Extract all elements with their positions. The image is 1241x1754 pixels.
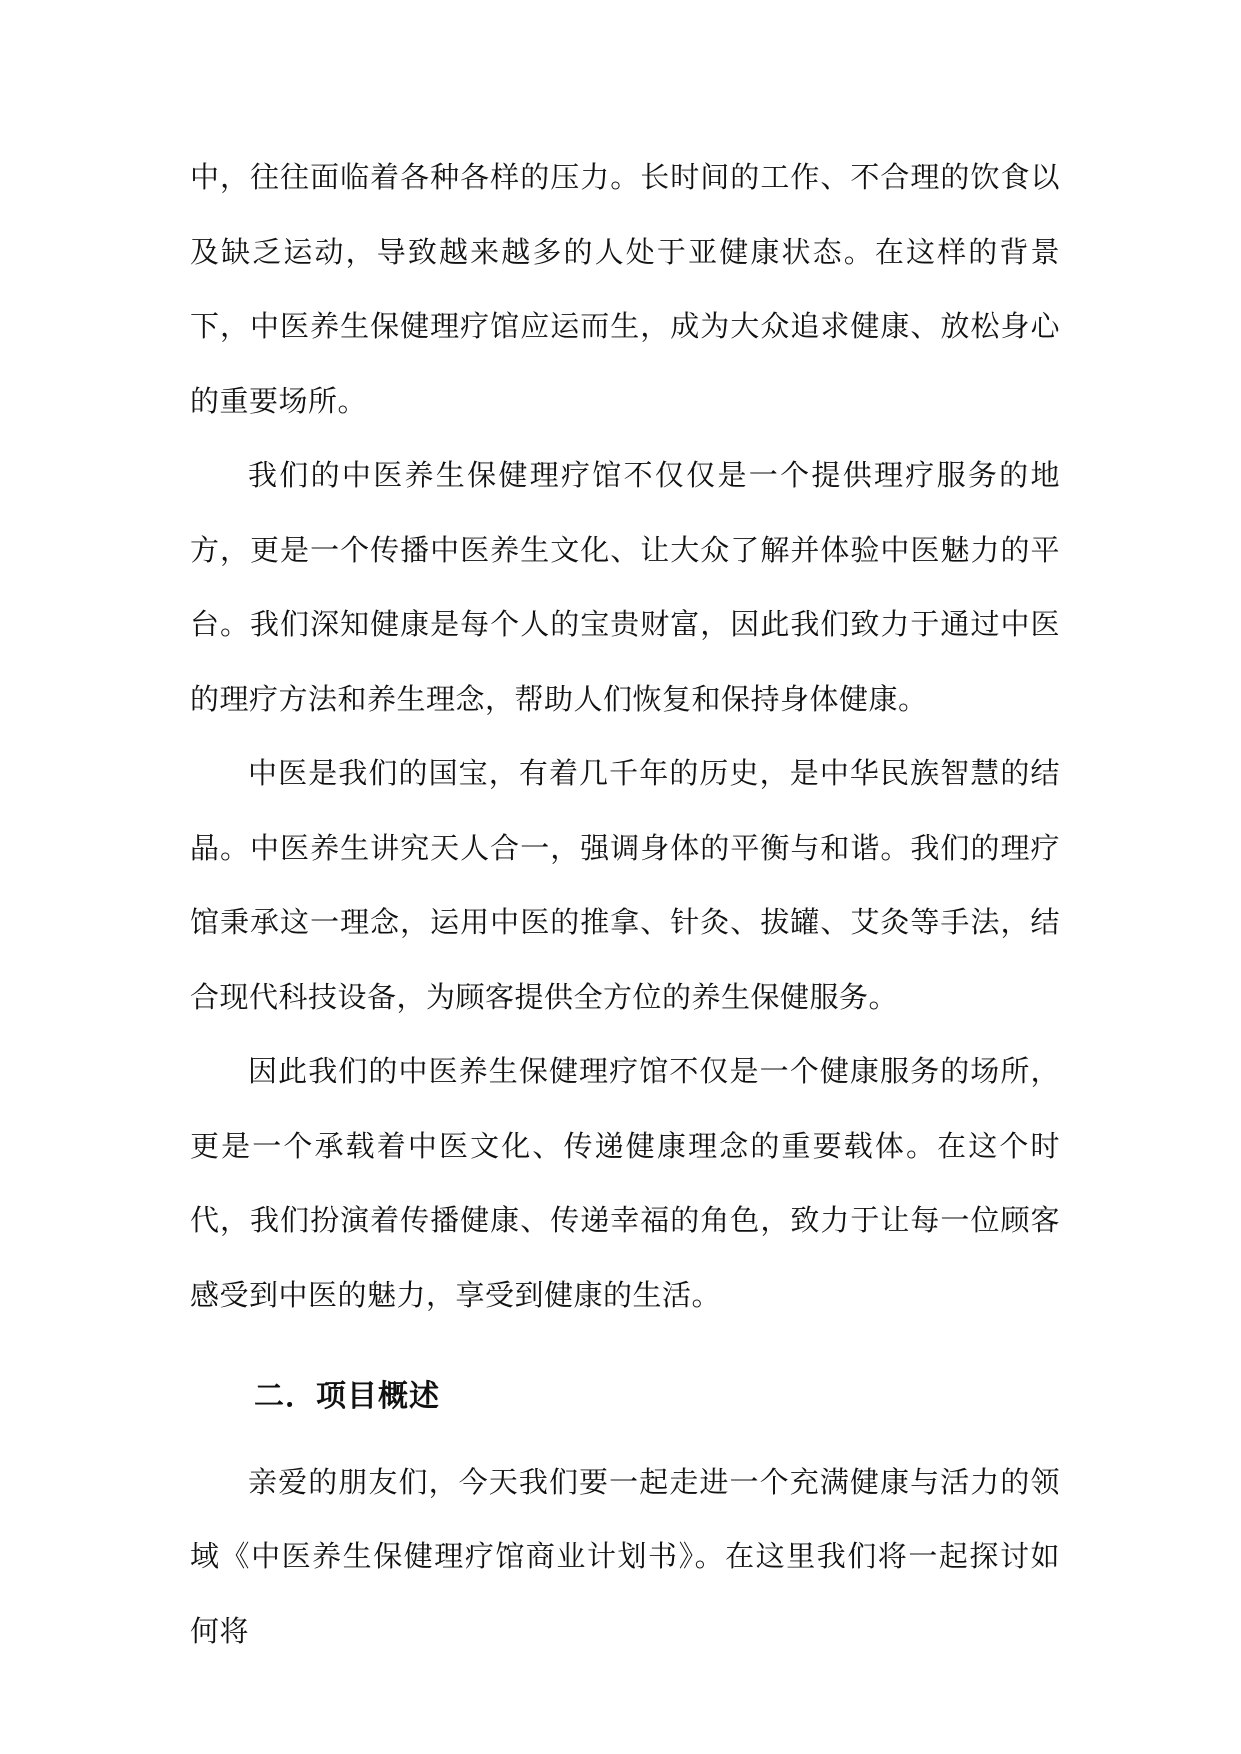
- paragraph-continuation: 中，往往面临着各种各样的压力。长时间的工作、不合理的饮食以及缺乏运动，导致越来越多的人处于亚健康状态。在这样的背景下，中医养生保健理疗馆应运而生，成为大众追求健康、放松身心的重要场所。: [190, 160, 1060, 418]
- spacer: [190, 1435, 1060, 1445]
- paragraph: 亲爱的朋友们，今天我们要一起走进一个充满健康与活力的领域《中医养生保健理疗馆商业计划书》。在这里我们将一起探讨如何将: [190, 1464, 1060, 1648]
- document-body: [190, 140, 1060, 1668]
- spacer: [190, 1332, 1060, 1360]
- section-heading: 二．项目概述: [254, 1379, 440, 1414]
- paragraph: 因此我们的中医养生保健理疗馆不仅是一个健康服务的场所，更是一个承载着中医文化、传递健康理念的重要载体。在这个时代，我们扮演着传播健康、传递幸福的角色，致力于让每一位顾客感受到中医的魅力，享受到健康的生活。: [190, 1054, 1060, 1312]
- paragraph: 我们的中医养生保健理疗馆不仅仅是一个提供理疗服务的地方，更是一个传播中医养生文化、让大众了解并体验中医魅力的平台。我们深知健康是每个人的宝贵财富，因此我们致力于通过中医的理疗方法和养生理念，帮助人们恢复和保持身体健康。: [190, 458, 1060, 716]
- paragraph: 中医是我们的国宝，有着几千年的历史，是中华民族智慧的结晶。中医养生讲究天人合一，强调身体的平衡与和谐。我们的理疗馆秉承这一理念，运用中医的推拿、针灸、拔罐、艾灸等手法，结合现代科技设备，为顾客提供全方位的养生保健服务。: [190, 756, 1060, 1014]
